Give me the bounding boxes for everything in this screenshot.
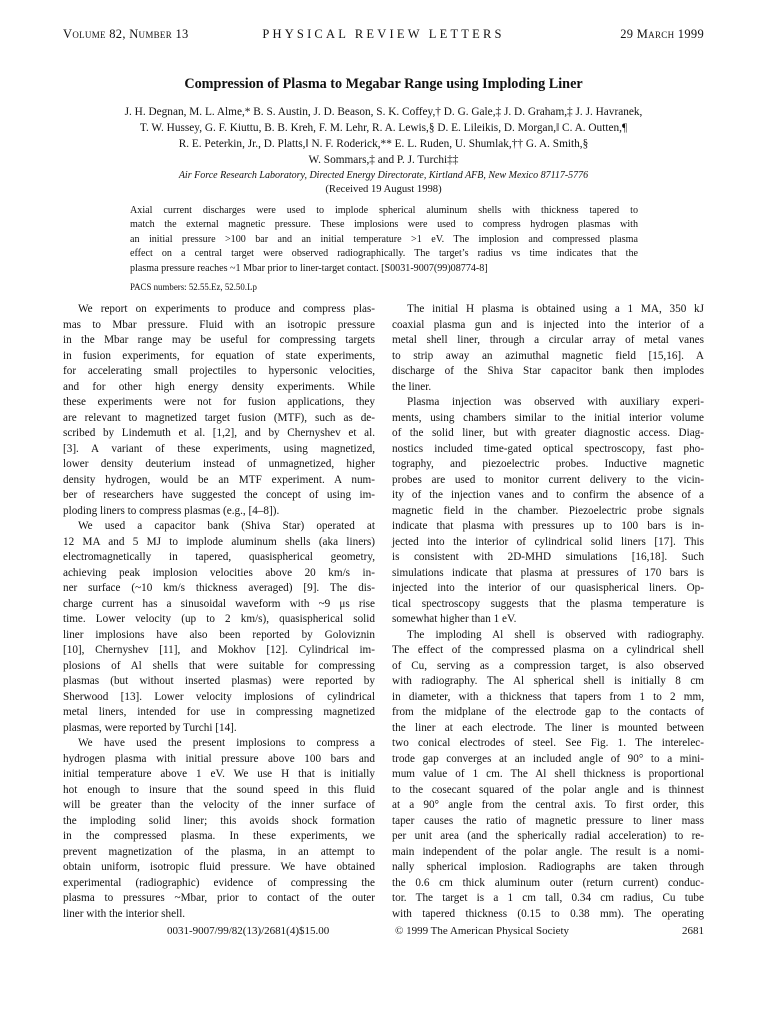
pacs-numbers: PACS numbers: 52.55.Ez, 52.50.Lp [130, 282, 257, 292]
body-text-line: scribed by Lindemuth et al. [1,2], and by Chernyshev et al. [63, 427, 375, 439]
body-text-line: We have used the present implosions to compress a [78, 737, 375, 749]
body-text-line: prevent magnetization of the plasma, in an attempt to [63, 845, 375, 858]
body-text-line: indicate that plasma with pressures up to 100 bars is in- [392, 520, 704, 532]
body-text-line: in diameter, with a thickness that tapers from 1 to 2 mm, [392, 690, 704, 703]
body-text-line: with tapered thickness (0.15 to 0.38 mm). The operating [392, 907, 704, 920]
body-text-line: Sherwood [13]. Lower velocity implosions of cylindrical [63, 690, 375, 703]
body-text-line: magnetic field in the chamber. Piezoelectric probe signals [392, 504, 704, 517]
body-text-line: coaxial plasma gun and is injected into the interior of a [392, 318, 704, 331]
body-text-line: simulations indicate that plasma at pressures of 170 bars is [392, 566, 704, 579]
body-text-line: experimental (radiographic) evidence of compressing the [63, 876, 375, 889]
issn-code: 0031-9007/99/82(13)/2681(4)$15.00 [167, 925, 330, 937]
author-line: R. E. Peterkin, Jr., D. Platts,‖ N. F. Roderick,** E. L. Ruden, U. Shumlak,†† G. A. Smith,§ [178, 138, 589, 150]
body-text-line: [10], Chernyshev [11], and Mokhov [12]. Cylindrical im- [63, 644, 375, 656]
running-head [63, 27, 704, 43]
body-text-line: lower density deuterium instead of unmagnetized, higher [63, 458, 375, 470]
abstract-line: match the external magnetic pressure. These implosions were used to compress hydrogen plasmas with [130, 219, 638, 231]
page-number: 2681 [682, 925, 704, 937]
body-text-line: from the midplane of the electrode gap to the contacts of [392, 706, 704, 718]
body-text-line: liner with the interior shell. [63, 907, 186, 920]
abstract-line: Axial current discharges were used to implode spherical aluminum shells with thickness tapered to [130, 205, 638, 216]
body-text-line: hydrogen plasma with initial pressure above 100 bars and [63, 752, 375, 765]
body-text-line: metal shell liner, through a circular array of metal vanes [392, 334, 704, 346]
body-text-line: probes are used to monitor current delivery to the vicin- [392, 473, 704, 486]
body-text-line: the 0.6 cm thick aluminum outer (return current) conduc- [392, 876, 704, 889]
body-text-line: main independent of the polar angle. The result is a nomi- [392, 845, 704, 858]
body-text-line: in fusion experiments, for equation of state experiments, [63, 349, 375, 362]
body-text-line: The initial H plasma is obtained using a 1 MA, 350 kJ [407, 303, 704, 315]
body-text-line: density hydrogen, would be an MTF experiment. A num- [63, 473, 375, 486]
author-line: T. W. Hussey, G. F. Kiuttu, B. B. Kreh, F. M. Lehr, R. A. Lewis,§ D. E. Lileikis, D. Morgan,‖ C. A. Outten,¶ [139, 122, 628, 134]
body-text-line: these experiments were not for fusion applications, they [63, 396, 375, 408]
body-text-line: obtain uniform, isotropic fluid pressure. We have obtained [63, 861, 375, 873]
body-text-line: the imploding solid liner; this avoids shock formation [63, 814, 375, 827]
body-text-line: nally spherical implosion. Radiographs are taken through [392, 861, 704, 873]
journal-name: PHYSICAL REVIEW LETTERS [262, 27, 505, 41]
body-text-line: liner implosions have also been reported by Goloviznin [63, 628, 375, 641]
body-text-line: at a 90° angle from the central axis. To first order, this [392, 799, 704, 811]
body-text-line: initial temperature above 1 eV. We use H that is initially [63, 768, 375, 780]
body-text-line: of Cu, serving as a compression target, is also observed [392, 659, 704, 672]
author-line: W. Sommars,‡ and P. J. Turchi‡‡ [308, 154, 459, 166]
body-text-line: plosions of Al shells that were suitable for compressing [63, 659, 375, 672]
body-text-line: tography, and piezoelectric probes. Inductive magnetic [392, 458, 704, 470]
body-text-line: mum value of 1 cm. The Al shell thickness is proportional [392, 768, 704, 780]
abstract [130, 204, 638, 276]
body-text-line: The effect of the compressed plasma on a cylindrical shell [392, 644, 704, 656]
body-text-line: charge current has a sinusoidal waveform with ~9 μs rise [63, 597, 375, 610]
body-text-line: to strip away an azimuthal magnetic field [15,16]. A [392, 349, 704, 362]
body-text-line: ner surface (~10 km/s thickness averaged) [9]. The dis- [63, 582, 375, 594]
abstract-line: an initial pressure >100 bar and an initial temperature >1 eV. The implosion and compressed plasma [130, 233, 638, 245]
body-text-line: 12 MA and 5 MJ to implode aluminum shells (aka liners) [63, 535, 375, 548]
abstract-line: plasma pressure reaches ~1 Mbar prior to liner-target contact. [S0031-9007(99)08774-8] [130, 262, 488, 274]
left-column [63, 302, 375, 922]
body-text-line: plasma to pressures ~Mbar, prior to contact of the outer [63, 892, 375, 904]
body-text-line: the liner at each electrode. The liner is mounted between [392, 721, 704, 734]
author-line: J. H. Degnan, M. L. Alme,* B. S. Austin, J. D. Beason, S. K. Coffey,† D. G. Gale,‡ J. D. Graham,‡ J. J. Havranek, [124, 106, 643, 118]
volume-number: Volume 82, Number 13 [63, 27, 189, 41]
page-footer [63, 925, 704, 941]
body-text-line: is consistent with 2D-MHD simulations [16,18]. Such [392, 551, 704, 563]
body-text-line: plasmas (but without inserted plasmas) were reported by [63, 675, 375, 687]
body-text-line: discharge of the Shiva Star capacitor bank then implodes [392, 365, 704, 377]
body-text-line: two conical electrodes of steel. See Fig. 1. The interelec- [392, 737, 704, 749]
body-text-line: hot enough to insure that the sound speed in this fluid [63, 783, 375, 796]
body-text-line: with radiography. The Al spherical shell is initially 8 cm [392, 675, 704, 687]
affiliation: Air Force Research Laboratory, Directed Energy Directorate, Kirtland AFB, New Mexico 87117-5776 [178, 170, 589, 181]
body-text-line: are relevant to magnetized target fusion (MTF), such as de- [63, 411, 375, 424]
body-text-line: achieving peak implosion velocities above 20 km/s in- [63, 566, 375, 579]
body-text-line: tical spectroscopy suggests that the plasma temperature is [392, 597, 704, 610]
abstract-line: effect on a central target were observed radiographically. The target’s radius vs time indicates that the [130, 248, 638, 260]
received-date: (Received 19 August 1998) [325, 184, 442, 195]
body-text-line: Plasma injection was observed with auxiliary experi- [407, 396, 704, 408]
body-text-line: for accelerating small projectiles to hypersonic velocities, [63, 365, 375, 377]
body-text-line: electromagnetically in tapered, quasispherical geometry, [63, 551, 375, 563]
body-text-line: metal liners, intended for use in compressing magnetized [63, 706, 375, 718]
body-text-line: somewhat higher than 1 eV. [392, 613, 517, 625]
right-column [392, 302, 704, 922]
issue-date: 29 March 1999 [620, 27, 704, 41]
body-text-line: the liner. [392, 380, 432, 393]
body-text-line: of the solid liner, but with greater diagnostic access. Diag- [392, 427, 704, 439]
body-text-line: plasmas, were reported by Turchi [14]. [63, 721, 237, 734]
body-text-line: ploding liners to compress plasmas (e.g., [4–8]). [63, 504, 280, 517]
article-title: Compression of Plasma to Megabar Range using Imploding Liner [184, 76, 583, 92]
body-text-line: injected into the interior of our quasispherical liners. Op- [392, 582, 704, 594]
body-text-line: will be greater than the velocity of the inner surface of [63, 799, 375, 811]
body-text-line: per unit area (and the spherically radial acceleration) to re- [392, 830, 704, 842]
body-text-line: jected into the interior of cylindrical solid liners [17]. This [392, 535, 704, 548]
body-text-line: The imploding Al shell is observed with radiography. [407, 628, 704, 641]
body-text-line: nostics included time-gated optical spectroscopy, fast pho- [392, 442, 704, 455]
copyright-notice: © 1999 The American Physical Society [395, 925, 570, 937]
body-text-line: trode gap converges at an included angle of 90° to a mini- [392, 752, 704, 765]
body-text-line: in the compressed plasma. In these experiments, we [63, 830, 375, 842]
body-text-line: ber of researchers have suggested the concept of using im- [63, 489, 375, 501]
body-text-line: We report on experiments to produce and compress plas- [78, 303, 375, 315]
body-text-line: ments, using chambers similar to the initial interior volume [392, 411, 704, 424]
body-text-line: taper causes the ratio of magnetic pressure to liner mass [392, 814, 704, 827]
body-text-line: We used a capacitor bank (Shiva Star) operated at [78, 520, 375, 532]
body-text-line: time. Lower velocity (up to 2 km/s), quasispherical solid [63, 613, 375, 625]
body-text-line: tor. The target is a 1 cm tall, 0.34 cm radius, Cu tube [392, 892, 704, 904]
body-text-line: [3]. A variant of these experiments, using magnetized, [63, 442, 375, 455]
body-text-line: to the cosecant squared of the polar angle and is thinnest [392, 783, 704, 796]
author-list [70, 104, 697, 168]
body-text-line: and for other high energy density experiments. While [63, 380, 375, 393]
body-text-line: ity of the injection vanes and to confirm the absence of a [392, 489, 704, 501]
body-text-line: mas to Mbar pressure. Fluid with an isotropic pressure [63, 318, 375, 331]
body-text-line: in the Mbar range may be useful for compressing targets [63, 334, 375, 346]
